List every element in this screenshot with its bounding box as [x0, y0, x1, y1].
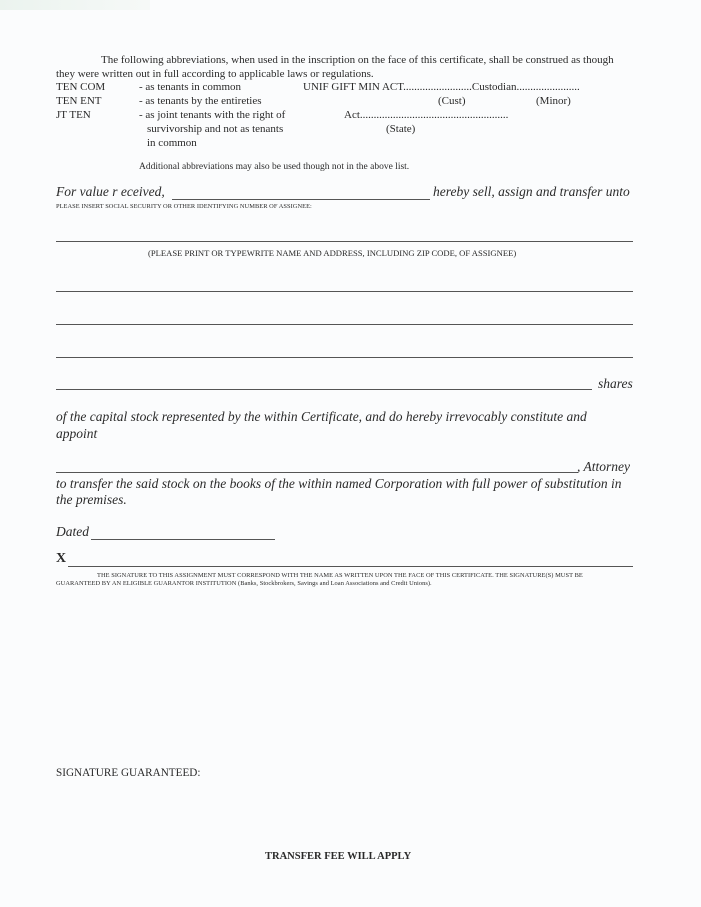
signature-line[interactable]: [68, 566, 633, 567]
additional-abbreviations-note: Additional abbreviations may also be used though not in the above list.: [139, 162, 410, 172]
capital-stock-text: of the capital stock represented by the within Certificate, and do hereby irrevocably constitute and: [56, 409, 587, 424]
assignee-address-line-2[interactable]: [56, 324, 633, 325]
attorney-label: , Attorney: [577, 459, 630, 474]
abbr-code-jt-ten: JT TEN: [56, 109, 91, 121]
assignor-blank-line[interactable]: [172, 199, 430, 200]
abbr-meaning-ten-ent: - as tenants by the entireties: [139, 95, 262, 107]
unif-act-line: Act......................................................: [344, 109, 509, 121]
hereby-sell-text: hereby sell, assign and transfer unto: [433, 184, 630, 199]
signature-note-line-1: THE SIGNATURE TO THIS ASSIGNMENT MUST CORRESPOND WITH THE NAME AS WRITTEN UPON THE FACE OF THIS CERTIFICATE. THE SIGNATURE(S) MUST BE: [97, 572, 583, 579]
abbr-code-ten-com: TEN COM: [56, 81, 106, 93]
scan-artifact: [0, 0, 150, 10]
unif-minor-label: (Minor): [536, 95, 571, 107]
dated-label: Dated: [56, 524, 89, 539]
appoint-text: appoint: [56, 426, 98, 441]
signature-guaranteed-label: SIGNATURE GUARANTEED:: [56, 767, 201, 779]
assignee-address-line-3[interactable]: [56, 357, 633, 358]
abbr-meaning-jt-ten-2: survivorship and not as tenants: [147, 123, 284, 135]
abbr-code-ten-ent: TEN ENT: [56, 95, 102, 107]
attorney-blank-line[interactable]: [56, 472, 578, 473]
assignee-ssn-line[interactable]: [56, 241, 633, 242]
signature-note-line-2: GUARANTEED BY AN ELIGIBLE GUARANTOR INSTITUTION (Banks, Stockbrokers, Savings and Loan Associations and Credit Unions).: [56, 580, 432, 587]
abbr-meaning-jt-ten-1: - as joint tenants with the right of: [139, 109, 286, 121]
intro-line-1: The following abbreviations, when used in the inscription on the face of this certificate, shall be construed as though: [101, 54, 614, 66]
signature-x-mark: X: [56, 551, 67, 566]
shares-label: shares: [598, 376, 633, 391]
dated-blank-line[interactable]: [91, 539, 275, 540]
for-value-received: For value r eceived,: [56, 184, 165, 199]
transfer-fee-notice: TRANSFER FEE WILL APPLY: [265, 851, 412, 862]
transfer-text-line-2: the premises.: [56, 492, 127, 507]
shares-blank-line[interactable]: [56, 389, 592, 390]
transfer-text-line-1: to transfer the said stock on the books of the within named Corporation with full power of substitution in: [56, 476, 622, 491]
unif-state-label: (State): [386, 123, 416, 135]
abbr-meaning-jt-ten-3: in common: [147, 137, 197, 149]
intro-line-2: they were written out in full according to applicable laws or regulations.: [56, 68, 374, 80]
unif-cust-label: (Cust): [438, 95, 466, 107]
print-name-note: (PLEASE PRINT OR TYPEWRITE NAME AND ADDRESS, INCLUDING ZIP CODE, OF ASSIGNEE): [148, 248, 517, 258]
ssn-note: PLEASE INSERT SOCIAL SECURITY OR OTHER IDENTIFYING NUMBER OF ASSIGNEE:: [56, 203, 312, 210]
assignee-address-line-1[interactable]: [56, 291, 633, 292]
abbr-meaning-ten-com: - as tenants in common: [139, 81, 242, 93]
unif-gift-min-act: UNIF GIFT MIN ACT.........................Custodian.......................: [303, 81, 580, 93]
